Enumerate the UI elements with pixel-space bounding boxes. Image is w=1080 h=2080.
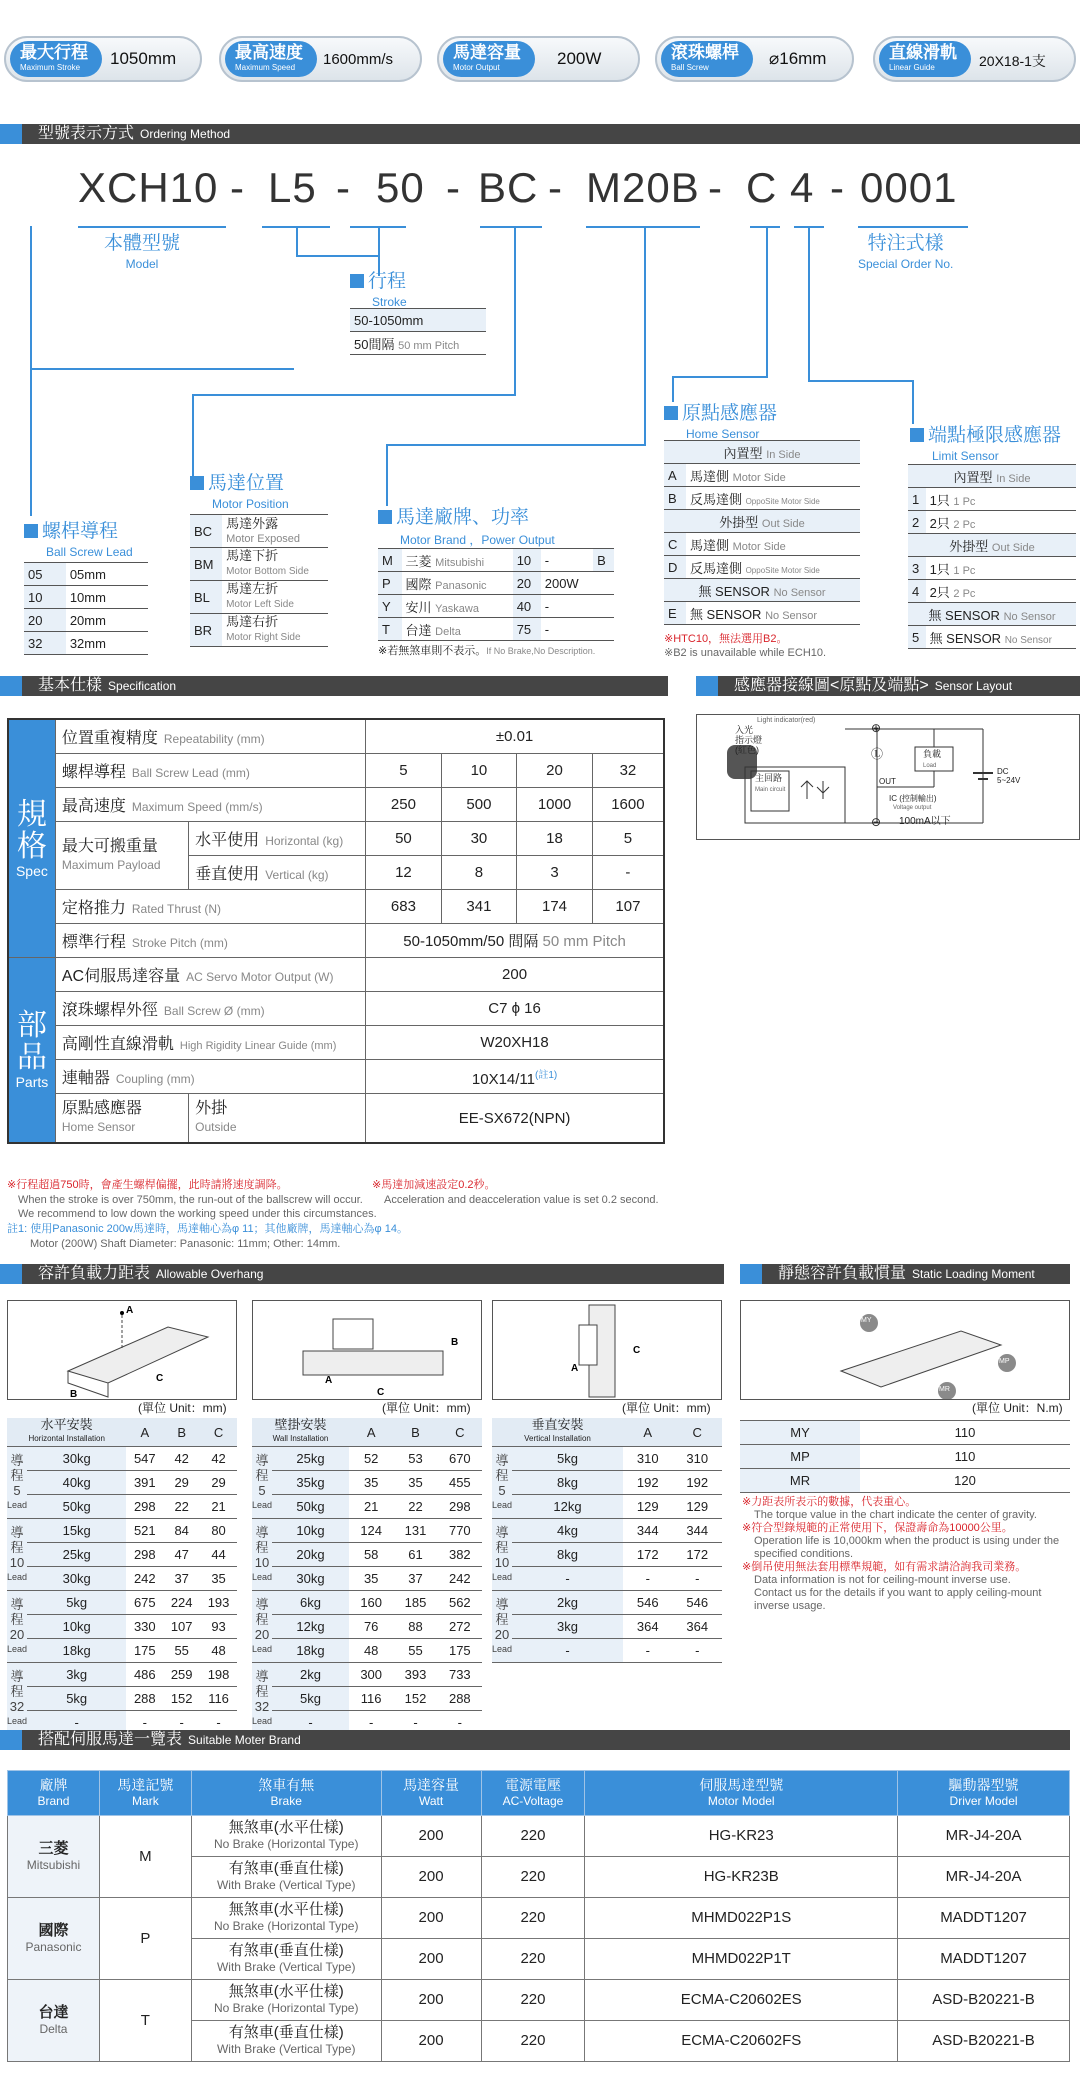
- motor-brand-list-table: 廠牌 Brand 馬達記號 Mark 煞車有無 Brake 馬達容量 Watt 電源電壓 AC-Voltage 伺服馬達型號 Motor Model 驅動器型號 Driver Model 三菱 Mitsubishi M 無煞車(水平仕樣) No Brake (Horizontal Type) 200 220 HG-KR23 MR-J4-20A 有煞車(垂直仕樣) With Brake (Vertical Type) 200 220 HG-KR23B MR-J4-20A 國際 Panasonic P 無煞車(水平仕樣) No Brake (Horizontal Type) 200 220 MHMD022P1S MADDT1207 有煞車(垂直仕樣) With Brake (Vertical Type) 200 220 MHMD022P1T MADDT1207 台達 Delta T 無煞車(水平仕樣) No Brake (Horizontal Type) 200 220 ECMA-C20602ES ASD-B20221-B 有煞車(垂直仕樣) With Brake (Vertical Type) 200 220 ECMA-C20602FS ASD-B20221-B: [7, 1770, 1070, 2062]
- overhang-unit-v: (單位 Unit：mm): [622, 1401, 711, 1415]
- limit-sensor-table: 內置型 In Side 1 1只 1 Pc 2 2只 2 Pc 外掛型 Out Side 3 1只 1 Pc 4 2只 2 Pc 無 SENSOR No Sensor 5 無 SENSOR No Sensor: [908, 464, 1076, 649]
- table-row: 有煞車(垂直仕樣) With Brake (Vertical Type) 200 220 ECMA-C20602FS ASD-B20221-B: [8, 2021, 1070, 2062]
- svg-text:A: A: [571, 1363, 579, 1374]
- table-row: 有煞車(垂直仕樣) With Brake (Vertical Type) 200 220 MHMD022P1T MADDT1207: [8, 1939, 1070, 1980]
- table-row: 三菱 Mitsubishi M 無煞車(水平仕樣) No Brake (Horizontal Type) 200 220 HG-KR23 MR-J4-20A: [8, 1816, 1070, 1857]
- spec-note-4: Acceleration and deacceleration value is set 0.2 second.: [384, 1194, 659, 1206]
- brake-note: ※若無煞車則不表示。If No Brake,No Description.: [378, 645, 596, 657]
- moment-diagram: MY MP MR: [740, 1300, 1070, 1400]
- load-label: 負載 Load: [923, 749, 942, 769]
- wall-overhang-table: 壁掛安裝 Wall Installation A B C 導程 5 Lead 25kg 52 53 670 35kg 35 35 455 50kg 21 22 298 導程 10 Lead 10kg 124 131 770 20kg 58 61 382 30kg 35 37 242 導程 20 Lead 6kg 160 185 562 12kg 76 88 272 18kg 48 55 175 導程 32 Lead 2kg 300 393 733 5kg 116 152 288 - - - -: [252, 1418, 482, 1735]
- home-sensor-note: ※HTC10，無法選用B2。: [664, 633, 788, 645]
- spec-note-5: We recommend to low down the working speed under this circumstances.: [18, 1208, 377, 1220]
- svg-text:C: C: [633, 1345, 641, 1356]
- overhang-header: 容許負載力距表 Allowable Overhang: [0, 1264, 724, 1284]
- spec-note-7: Motor (200W) Shaft Diameter: Panasonic: 11mm; Other: 14mm.: [30, 1238, 341, 1250]
- lead-table: 05 05mm 10 10mm 20 20mm 32 32mm: [24, 562, 148, 655]
- ordering-header: 型號表示方式 Ordering Method: [0, 124, 1080, 144]
- model-label: 本體型號 Model: [104, 233, 181, 271]
- stroke-label: 行程 Stroke: [350, 266, 407, 309]
- led-label: 入光 指示燈 (紅色): [735, 725, 763, 755]
- motor-brand-header: 搭配伺服馬達一覽表 Suitable Moter Brand: [0, 1730, 1070, 1750]
- spec-table: 規格 Spec 位置重複精度 Repeatability (mm) ±0.01 螺桿導程 Ball Screw Lead (mm) 5 10 20 32 最高速度 Maximum Speed (mm/s) 250 500 1000 1600 最大可搬重量 Maximum Payload 水平使用 Horizontal (kg) 50 30 18 5 垂直使用 Vertical (kg) 12 8 3 - 定格推力 Rated Thrust (N) 683 341 174 107 標準行程 Stroke Pitch (mm) 50-1050mm/50 間隔 50 mm Pitch 部品 Parts AC伺服馬達容量 AC Servo Motor Output (W) 200 滾珠螺桿外徑 Ball Screw Ø (mm) C7 ϕ 16 高剛性直線滑軌 High Rigidity Linear Guide (mm) W20XH18 連軸器 Coupling (mm) $10X14/11^{(註1)}$ 原點感應器 Home Sensor 外掛 Outside EE-SX672(NPN): [7, 718, 665, 1144]
- motor-brand-table: M 三菱 Mitsubishi 10 - B P 國際 Panasonic 20 200W Y 安川 Yaskawa 40 - T 台達 Delta 75 -: [378, 548, 614, 641]
- svg-text:C: C: [156, 1373, 164, 1384]
- spec-pill-guide: 直線滑軌 Linear Guide 20X18-1支: [873, 36, 1076, 82]
- svg-text:B: B: [70, 1389, 78, 1399]
- model-code: XCH10 - L5 - 50 - BC - M20B - C 4 - 0001: [78, 164, 958, 211]
- wall-diagram: [252, 1300, 482, 1400]
- home-sensor-table: 內置型 In Side A 馬達側 Motor Side B 反馬達側 OppoSite Motor Side 外掛型 Out Side C 馬達側 Motor Side D 反馬達側 OppoSite Motor Side 無 SENSOR No Sensor E 無 SENSOR No Sensor: [664, 440, 860, 625]
- vertical-diagram: [492, 1300, 722, 1400]
- moment-table: MY 110 MP 110 MR 120: [740, 1420, 1070, 1493]
- motor-position-table: BC 馬達外露 Motor Exposed BM 馬達下折 Motor Bottom Side BL 馬達左折 Motor Left Side BR 馬達右折 Motor Right Side: [190, 514, 328, 647]
- table-row: 國際 Panasonic P 無煞車(水平仕樣) No Brake (Horizontal Type) 200 220 MHMD022P1S MADDT1207: [8, 1898, 1070, 1939]
- spec-pill-speed: 最高速度 Maximum Speed 1600mm/s: [219, 36, 422, 82]
- table-row: 台達 Delta T 無煞車(水平仕樣) No Brake (Horizontal Type) 200 220 ECMA-C20602ES ASD-B20221-B: [8, 1980, 1070, 2021]
- spec-header: 基本仕樣 Specification: [0, 676, 668, 696]
- stroke-table: 50-1050mm 50間隔 50 mm Pitch: [350, 308, 486, 355]
- spec-note-1: ※行程超過750時，會產生螺桿偏擺，此時請將速度調降。: [7, 1179, 288, 1191]
- limit-sensor-label: 端點極限感應器 Limit Sensor: [910, 420, 1061, 463]
- spec-pill-stroke: 最大行程 Maximum Stroke 1050mm: [4, 36, 202, 82]
- transistor-icon: [801, 781, 813, 799]
- moment-notes: ※力距表所表示的數據，代表重心。 The torque value in the chart indicate the center of gravity. ※符合型錄規範的正常使用下，保證壽命為10000公里。 Operation life is 10,000km when the product is using under the specified conditions. ※倒吊使用無法套用標準規範，如有需求請洽詢我司業務。 Data information is not for ceiling-mount inverse use. Contact us for the details if you want to apply ceiling-mount inverse usage.: [742, 1496, 1060, 1612]
- home-sensor-note-en: ※B2 is unavailable while ECH10.: [664, 647, 827, 659]
- home-sensor-label: 原點感應器 Home Sensor: [664, 398, 777, 441]
- motor-position-label: 馬達位置 Motor Position: [190, 468, 289, 511]
- vertical-overhang-table: 垂直安裝 Vertical Installation A C 導程 5 Lead 5kg 310 310 8kg 192 192 12kg 129 129 導程 10 Lead 4kg 344 344 8kg 172 172 - - - 導程 20 Lead 2kg 546 546 3kg 364 364 - - -: [492, 1418, 722, 1663]
- svg-text:A: A: [325, 1375, 333, 1386]
- lead-label: 螺桿導程 Ball Screw Lead: [24, 516, 133, 559]
- table-row: 有煞車(垂直仕樣) With Brake (Vertical Type) 200 220 HG-KR23B MR-J4-20A: [8, 1857, 1070, 1898]
- sensor-layout-diagram: Light indicator(red) 入光 指示燈 (紅色) 主回路 Main circuit 負載 Load OUT IC (控制輸出) Voltage output 100mA以下 DC 5~24V ⊕ ⊖ Ⓛ: [696, 714, 1080, 840]
- horizontal-diagram: [7, 1300, 237, 1400]
- svg-text:C: C: [377, 1387, 385, 1398]
- spec-note-6: 註1: 使用Panasonic 200w馬達時，馬達軸心為φ 11；其他廠牌，馬達軸心為φ 14。: [7, 1223, 408, 1235]
- moment-header: 靜態容許負載慣量 Static Loading Moment: [740, 1264, 1070, 1284]
- spec-pill-screw: 滾珠螺桿 Ball Screw ⌀16mm: [655, 36, 854, 82]
- overhang-unit-w: (單位 Unit：mm): [382, 1401, 471, 1415]
- overhang-unit-h: (單位 Unit：mm): [138, 1401, 227, 1415]
- special-order-label: 特注式樣 Special Order No.: [858, 233, 954, 271]
- sensor-layout-header: 感應器接線圖<原點及端點> Sensor Layout: [696, 676, 1080, 696]
- spec-note-3: When the stroke is over 750mm, the run-out of the ballscrew will occur.: [18, 1194, 363, 1206]
- motor-brand-label: 馬達廠牌、功率 Motor Brand ，Power Output: [378, 502, 555, 548]
- spec-note-2: ※馬達加減速設定0.2秒。: [372, 1179, 496, 1191]
- svg-text:B: B: [451, 1337, 459, 1348]
- horizontal-overhang-table: 水平安裝 Horizontal Installation A B C 導程 5 Lead 30kg 547 42 42 40kg 391 29 29 50kg 298 22 21 導程 10 Lead 15kg 521 84 80 25kg 298 47 44 30kg 242 37 35 導程 20 Lead 5kg 675 224 193 10kg 330 107 93 18kg 175 55 48 導程 32 Lead 3kg 486 259 198 5kg 288 152 116 - - - -: [7, 1418, 237, 1735]
- moment-unit: (單位 Unit：N.m): [972, 1401, 1063, 1415]
- spec-pill-motor: 馬達容量 Motor Output 200W: [437, 36, 640, 82]
- svg-text:A: A: [126, 1305, 134, 1316]
